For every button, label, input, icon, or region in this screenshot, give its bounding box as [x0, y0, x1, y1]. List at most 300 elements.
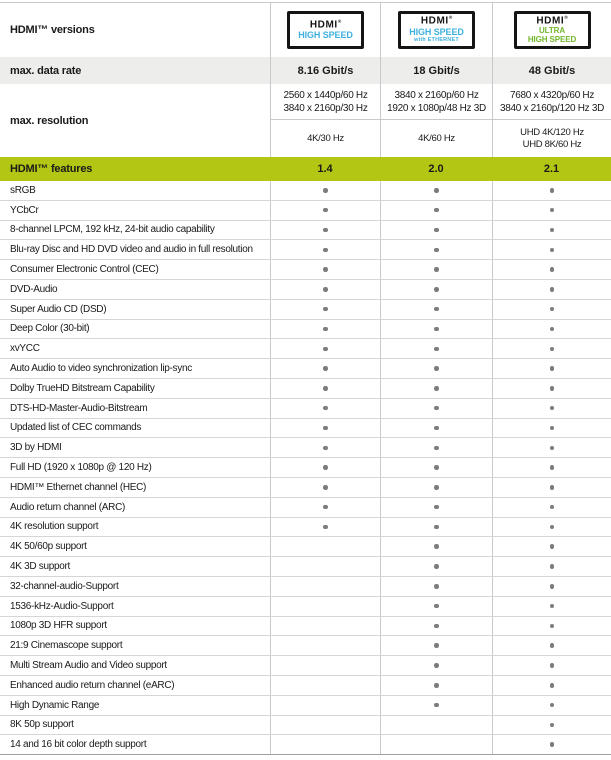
support-cell-3	[492, 636, 611, 655]
support-cell-3	[492, 676, 611, 695]
feature-row	[0, 419, 611, 439]
feature-label-cell	[0, 399, 270, 418]
feature-label-cell	[0, 320, 270, 339]
support-dot	[323, 485, 328, 490]
feature-row	[0, 656, 611, 676]
feature-row	[0, 636, 611, 656]
feature-label: High Dynamic Range	[10, 699, 100, 711]
hdmi-certification-badge	[398, 11, 475, 49]
support-cell-2	[380, 339, 492, 358]
support-cell-1	[270, 359, 380, 378]
support-dot	[323, 287, 328, 292]
feature-label: Dolby TrueHD Bitstream Capability	[10, 382, 155, 394]
feature-label-cell	[0, 359, 270, 378]
feature-label-cell	[0, 636, 270, 655]
feature-row	[0, 399, 611, 419]
feature-label-cell	[0, 617, 270, 636]
support-dot	[434, 643, 439, 648]
feature-version-cell	[270, 157, 380, 181]
support-dot	[550, 426, 555, 431]
versions-row	[0, 3, 611, 57]
resolution-value: 3840 x 2160p/120 Hz 3D	[499, 102, 605, 114]
feature-version-value: 2.1	[543, 163, 560, 175]
support-dot	[323, 188, 328, 193]
support-cell-2	[380, 438, 492, 457]
support-dot	[434, 465, 439, 470]
feature-row	[0, 696, 611, 716]
support-cell-2	[380, 478, 492, 497]
support-cell-3	[492, 379, 611, 398]
support-dot	[434, 307, 439, 312]
feature-row	[0, 498, 611, 518]
feature-row	[0, 617, 611, 637]
support-cell-3	[492, 221, 611, 240]
resolution-value: UHD 8K/60 Hz	[522, 138, 582, 150]
support-cell-3	[492, 438, 611, 457]
feature-label-cell	[0, 240, 270, 259]
support-cell-1	[270, 181, 380, 200]
resolution-label-cell	[0, 84, 270, 157]
support-dot	[550, 703, 555, 708]
support-dot	[550, 624, 555, 629]
support-cell-1	[270, 478, 380, 497]
feature-row	[0, 240, 611, 260]
support-dot	[434, 188, 439, 193]
feature-label: 32-channel-audio-Support	[10, 580, 119, 592]
support-dot	[323, 267, 328, 272]
support-cell-2	[380, 577, 492, 596]
support-cell-3	[492, 339, 611, 358]
support-cell-1	[270, 577, 380, 596]
support-cell-3	[492, 260, 611, 279]
feature-label: DVD-Audio	[10, 283, 58, 295]
feature-label: 14 and 16 bit color depth support	[10, 739, 147, 751]
support-dot	[434, 525, 439, 530]
support-dot	[550, 643, 555, 648]
support-dot	[434, 406, 439, 411]
feature-label-cell	[0, 458, 270, 477]
support-cell-3	[492, 557, 611, 576]
feature-row	[0, 577, 611, 597]
feature-row	[0, 320, 611, 340]
data-rate-label-cell	[0, 57, 270, 84]
support-cell-1	[270, 597, 380, 616]
support-dot	[550, 505, 555, 510]
feature-label: 4K resolution support	[10, 521, 99, 533]
support-dot	[550, 228, 555, 233]
support-cell-2	[380, 201, 492, 220]
resolution-value: 3840 x 2160p/30 Hz	[283, 102, 368, 114]
support-dot	[550, 723, 555, 728]
comparison-table	[0, 2, 611, 755]
support-cell-2	[380, 518, 492, 537]
features-header-label-cell	[0, 157, 270, 181]
support-cell-1	[270, 696, 380, 715]
support-dot	[434, 446, 439, 451]
support-dot	[550, 485, 555, 490]
support-cell-1	[270, 240, 380, 259]
support-cell-3	[492, 577, 611, 596]
support-dot	[550, 267, 555, 272]
feature-row	[0, 280, 611, 300]
badge-cell-high-speed	[270, 3, 380, 57]
feature-label: Audio return channel (ARC)	[10, 501, 126, 513]
support-cell-2	[380, 498, 492, 517]
support-dot	[550, 406, 555, 411]
resolution-secondary-cell	[270, 120, 380, 157]
support-cell-2	[380, 260, 492, 279]
support-cell-3	[492, 518, 611, 537]
resolution-value: 4K/60 Hz	[418, 132, 455, 144]
feature-label: Deep Color (30-bit)	[10, 323, 90, 335]
support-cell-2	[380, 181, 492, 200]
versions-label-cell	[0, 3, 270, 57]
badge-speed-line: HIGH SPEED	[298, 30, 353, 41]
support-dot	[434, 663, 439, 668]
support-cell-2	[380, 379, 492, 398]
resolution-value: 7680 x 4320p/60 Hz	[509, 89, 595, 101]
data-rate-value: 18 Gbit/s	[413, 64, 460, 77]
feature-label: Auto Audio to video synchronization lip-sync	[10, 363, 192, 375]
feature-label-cell	[0, 597, 270, 616]
support-cell-3	[492, 478, 611, 497]
support-dot	[323, 465, 328, 470]
support-dot	[550, 307, 555, 312]
resolution-label: max. resolution	[10, 114, 89, 127]
support-cell-3	[492, 240, 611, 259]
support-cell-1	[270, 735, 380, 754]
support-cell-3	[492, 597, 611, 616]
feature-version-cell	[380, 157, 492, 181]
support-dot	[434, 505, 439, 510]
support-cell-3	[492, 280, 611, 299]
resolution-primary-cell	[270, 84, 380, 120]
support-cell-1	[270, 320, 380, 339]
support-dot	[434, 683, 439, 688]
support-dot	[434, 426, 439, 431]
support-cell-3	[492, 696, 611, 715]
feature-label-cell	[0, 716, 270, 735]
support-cell-1	[270, 537, 380, 556]
support-cell-1	[270, 379, 380, 398]
resolution-value: 1920 x 1080p/48 Hz 3D	[387, 102, 486, 114]
support-dot	[550, 366, 555, 371]
feature-label-cell	[0, 419, 270, 438]
feature-label-cell	[0, 300, 270, 319]
support-dot	[550, 248, 555, 253]
resolution-value: 4K/30 Hz	[307, 132, 344, 144]
feature-label-cell	[0, 696, 270, 715]
support-dot	[550, 663, 555, 668]
support-dot	[323, 505, 328, 510]
support-dot	[550, 683, 555, 688]
feature-label: Full HD (1920 x 1080p @ 120 Hz)	[10, 462, 152, 474]
support-cell-3	[492, 181, 611, 200]
data-rate-value: 8.16 Gbit/s	[297, 64, 354, 77]
feature-label-cell	[0, 577, 270, 596]
support-cell-1	[270, 339, 380, 358]
feature-row	[0, 260, 611, 280]
features-header-label: HDMI™ features	[10, 163, 93, 175]
support-cell-2	[380, 399, 492, 418]
support-cell-2	[380, 320, 492, 339]
feature-label: HDMI™ Ethernet channel (HEC)	[10, 481, 147, 493]
hdmi-logo: HDMI®	[420, 15, 453, 27]
feature-row	[0, 201, 611, 221]
support-dot	[550, 327, 555, 332]
support-dot	[323, 307, 328, 312]
support-cell-1	[270, 280, 380, 299]
feature-label: Updated list of CEC commands	[10, 422, 142, 434]
support-cell-1	[270, 518, 380, 537]
support-cell-2	[380, 735, 492, 754]
support-dot	[323, 228, 328, 233]
feature-label-cell	[0, 280, 270, 299]
support-cell-1	[270, 221, 380, 240]
support-dot	[434, 287, 439, 292]
features-header-row	[0, 157, 611, 181]
support-cell-3	[492, 399, 611, 418]
support-dot	[434, 366, 439, 371]
feature-row	[0, 359, 611, 379]
feature-label-cell	[0, 537, 270, 556]
support-dot	[434, 248, 439, 253]
resolution-value: 3840 x 2160p/60 Hz	[394, 89, 479, 101]
feature-row	[0, 181, 611, 201]
resolution-primary-cell	[380, 84, 492, 120]
support-cell-2	[380, 300, 492, 319]
support-cell-2	[380, 537, 492, 556]
feature-row	[0, 676, 611, 696]
support-cell-3	[492, 300, 611, 319]
support-cell-1	[270, 557, 380, 576]
feature-row	[0, 478, 611, 498]
support-cell-2	[380, 419, 492, 438]
support-cell-3	[492, 320, 611, 339]
support-dot	[434, 347, 439, 352]
data-rate-value-cell	[270, 57, 380, 84]
support-cell-1	[270, 438, 380, 457]
support-dot	[434, 386, 439, 391]
feature-row	[0, 597, 611, 617]
support-dot	[550, 287, 555, 292]
support-cell-2	[380, 458, 492, 477]
support-cell-1	[270, 716, 380, 735]
support-dot	[434, 485, 439, 490]
resolution-secondary-cell	[492, 120, 611, 157]
data-rate-label: max. data rate	[10, 64, 82, 77]
feature-row	[0, 300, 611, 320]
support-dot	[434, 544, 439, 549]
feature-version-value: 2.0	[428, 163, 444, 175]
feature-label: Consumer Electronic Control (CEC)	[10, 264, 159, 276]
support-cell-3	[492, 498, 611, 517]
support-cell-1	[270, 617, 380, 636]
feature-label: 8-channel LPCM, 192 kHz, 24-bit audio capability	[10, 224, 215, 236]
feature-label: sRGB	[10, 184, 36, 196]
feature-row	[0, 518, 611, 538]
badge-speed-line: HIGH SPEED	[527, 35, 577, 45]
support-cell-2	[380, 359, 492, 378]
support-dot	[434, 208, 439, 213]
feature-label: xvYCC	[10, 343, 40, 355]
support-cell-2	[380, 676, 492, 695]
support-cell-1	[270, 260, 380, 279]
feature-row	[0, 537, 611, 557]
feature-label: 1080p 3D HFR support	[10, 620, 107, 632]
support-dot	[323, 406, 328, 411]
support-dot	[434, 624, 439, 629]
hdmi-logo: HDMI®	[309, 18, 342, 31]
badge-speed-line: ULTRA	[538, 26, 565, 36]
feature-rows-section	[0, 181, 611, 755]
hdmi-certification-badge	[514, 11, 591, 49]
feature-label-cell	[0, 181, 270, 200]
support-dot	[434, 604, 439, 609]
feature-row	[0, 735, 611, 755]
support-dot	[550, 742, 555, 747]
support-cell-1	[270, 399, 380, 418]
support-cell-2	[380, 221, 492, 240]
hdmi-certification-badge	[287, 11, 364, 49]
support-dot	[323, 327, 328, 332]
resolution-row	[0, 84, 611, 157]
support-dot	[323, 446, 328, 451]
support-cell-1	[270, 458, 380, 477]
feature-label: YCbCr	[10, 204, 39, 216]
support-dot	[434, 327, 439, 332]
support-dot	[323, 208, 328, 213]
feature-label-cell	[0, 498, 270, 517]
feature-version-value: 1.4	[317, 163, 333, 175]
support-cell-2	[380, 636, 492, 655]
feature-label-cell	[0, 676, 270, 695]
resolution-value: 2560 x 1440p/60 Hz	[283, 89, 368, 101]
feature-label-cell	[0, 735, 270, 754]
versions-label: HDMI™ versions	[10, 24, 95, 36]
support-dot	[323, 248, 328, 253]
feature-label: 4K 50/60p support	[10, 541, 87, 553]
support-cell-2	[380, 557, 492, 576]
support-cell-3	[492, 537, 611, 556]
support-dot	[550, 347, 555, 352]
support-cell-2	[380, 696, 492, 715]
support-dot	[323, 366, 328, 371]
support-dot	[323, 426, 328, 431]
support-cell-1	[270, 656, 380, 675]
feature-label: Blu-ray Disc and HD DVD video and audio in full resolution	[10, 244, 253, 256]
feature-label: 3D by HDMI	[10, 442, 62, 454]
support-dot	[434, 564, 439, 569]
support-dot	[550, 386, 555, 391]
feature-row	[0, 458, 611, 478]
badge-speed-line: HIGH SPEED	[409, 26, 464, 37]
support-dot	[323, 347, 328, 352]
support-cell-3	[492, 201, 611, 220]
feature-label-cell	[0, 557, 270, 576]
feature-label: Super Audio CD (DSD)	[10, 303, 107, 315]
support-dot	[434, 267, 439, 272]
support-dot	[434, 703, 439, 708]
feature-label-cell	[0, 379, 270, 398]
support-cell-2	[380, 240, 492, 259]
feature-label: Multi Stream Audio and Video support	[10, 660, 167, 672]
support-dot	[550, 465, 555, 470]
support-dot	[550, 584, 555, 589]
support-dot	[434, 584, 439, 589]
feature-row	[0, 438, 611, 458]
feature-label-cell	[0, 339, 270, 358]
feature-label-cell	[0, 518, 270, 537]
feature-label: 4K 3D support	[10, 561, 71, 573]
hdmi-logo: HDMI®	[536, 14, 568, 27]
support-cell-3	[492, 359, 611, 378]
feature-row	[0, 221, 611, 241]
feature-row	[0, 379, 611, 399]
support-cell-3	[492, 419, 611, 438]
support-cell-3	[492, 716, 611, 735]
badge-cell-high-speed-ethernet	[380, 3, 492, 57]
feature-label-cell	[0, 221, 270, 240]
data-rate-value-cell	[380, 57, 492, 84]
data-rate-row	[0, 57, 611, 84]
support-cell-2	[380, 617, 492, 636]
feature-label-cell	[0, 478, 270, 497]
feature-label-cell	[0, 260, 270, 279]
badge-speed-line: with ETHERNET	[414, 37, 459, 44]
feature-label-cell	[0, 438, 270, 457]
support-cell-1	[270, 636, 380, 655]
support-cell-1	[270, 201, 380, 220]
support-dot	[323, 525, 328, 530]
support-cell-2	[380, 597, 492, 616]
support-cell-1	[270, 419, 380, 438]
support-dot	[550, 208, 555, 213]
support-dot	[550, 544, 555, 549]
feature-label: 1536-kHz-Audio-Support	[10, 600, 114, 612]
data-rate-value: 48 Gbit/s	[528, 64, 576, 77]
feature-label-cell	[0, 656, 270, 675]
feature-label: DTS-HD-Master-Audio-Bitstream	[10, 402, 148, 414]
support-cell-3	[492, 617, 611, 636]
support-dot	[323, 386, 328, 391]
feature-row	[0, 716, 611, 736]
support-cell-2	[380, 280, 492, 299]
feature-label: 8K 50p support	[10, 719, 74, 731]
support-cell-1	[270, 498, 380, 517]
support-cell-3	[492, 458, 611, 477]
support-cell-3	[492, 735, 611, 754]
feature-row	[0, 339, 611, 359]
support-cell-3	[492, 656, 611, 675]
feature-label-cell	[0, 201, 270, 220]
support-cell-1	[270, 300, 380, 319]
support-dot	[550, 446, 555, 451]
support-dot	[550, 604, 555, 609]
resolution-secondary-cell	[380, 120, 492, 157]
support-cell-2	[380, 716, 492, 735]
badge-cell-ultra-high-speed	[492, 3, 611, 57]
support-dot	[550, 525, 555, 530]
feature-label: 21:9 Cinemascope support	[10, 640, 123, 652]
feature-label: Enhanced audio return channel (eARC)	[10, 679, 175, 691]
feature-row	[0, 557, 611, 577]
support-dot	[434, 228, 439, 233]
support-cell-2	[380, 656, 492, 675]
resolution-primary-cell	[492, 84, 611, 120]
support-cell-1	[270, 676, 380, 695]
support-dot	[550, 188, 555, 193]
